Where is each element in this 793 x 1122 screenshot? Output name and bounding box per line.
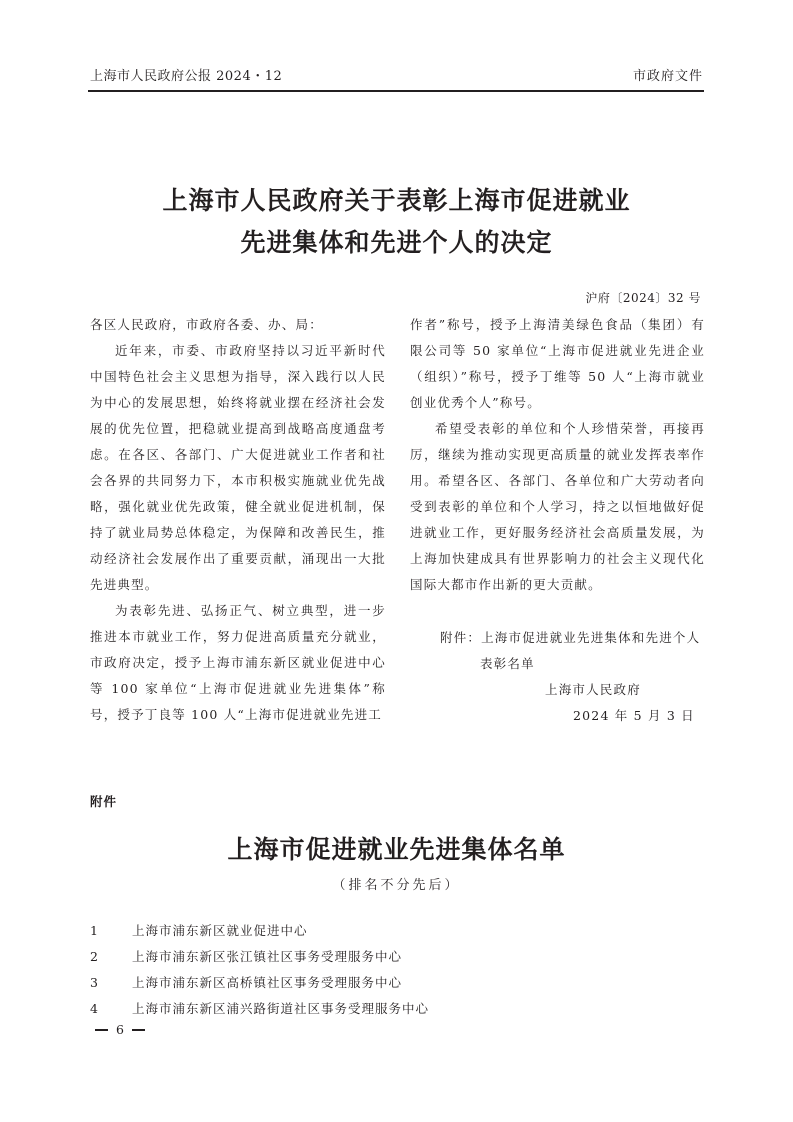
body-left-column [90,312,386,728]
list-item [90,996,710,1022]
list-item [90,918,710,944]
journal-header: 上海市人民政府公报 2024・12 [90,69,283,84]
list-item [90,970,710,996]
annex-title: 上海市促进就业先进集体名单 [227,835,566,864]
document-number: 沪府〔2024〕32 号 [585,291,701,305]
annex-subtitle: （排名不分先后） [332,878,461,893]
dash-left [95,1029,108,1031]
paragraph-2: 为表彰先进、弘扬正气、树立典型，进一步推进本市就业工作，努力促进高质量充分就业，市政府决定，授予上海市浦东新区就业促进中心等 100 家单位“上海市促进就业先进集体”称号，授予丁良等 100 人“上海市促进就业先进工 [90,603,386,722]
list-item-number: 2 [90,949,99,964]
collective-list [90,918,710,1022]
list-item [90,944,710,970]
salutation: 各区人民政府，市政府各委、办、局： [90,317,323,332]
title-line-1: 上海市人民政府关于表彰上海市促进就业 [162,186,631,215]
signature-date: 2024 年 5 月 3 日 [573,708,695,723]
signature-org: 上海市人民政府 [545,682,641,697]
title-line-2: 先进集体和先进个人的决定 [240,228,553,257]
attachment-and-signature [410,625,710,729]
body-right-column [410,312,705,598]
paragraph-3: 希望受表彰的单位和个人珍惜荣誉，再接再厉，继续为推动实现更高质量的就业发挥表率作用。希望各区、各部门、各单位和广大劳动者向受到表彰的单位和个人学习，持之以恒地做好促进就业工作，更好服务经济社会高质量发展，为上海加快建成具有世界影响力的社会主义现代化国际大都市作出新的更大贡献。 [410,421,705,592]
list-item-number: 4 [90,1001,99,1016]
list-item-name: 上海市浦东新区高桥镇社区事务受理服务中心 [132,975,403,990]
dash-right [132,1029,145,1031]
list-item-number: 3 [90,975,99,990]
attachment-note: 附件：上海市促进就业先进集体和先进个人 [440,630,701,645]
document-title [0,180,793,264]
list-item-number: 1 [90,923,99,938]
page-number-text: 6 [116,1022,124,1037]
paragraph-1: 近年来，市委、市政府坚持以习近平新时代中国特色社会主义思想为指导，深入践行以人民为中心的发展思想，始终将就业摆在经济社会发展的优先位置，把稳就业提高到战略高度通盘考虑。在各区、各部门、广大促进就业工作者和社会各界的共同努力下，本市积极实施就业优先战略，强化就业优先政策，健全就业促进机制，保持了就业局势总体稳定，为保障和改善民生，推动经济社会发展作出了重要贡献，涌现出一大批先进典型。 [90,343,386,592]
section-header: 市政府文件 [632,69,703,84]
annex-label: 附件 [90,794,118,809]
header-divider [88,90,704,92]
list-item-name: 上海市浦东新区就业促进中心 [132,923,308,938]
list-item-name: 上海市浦东新区浦兴路街道社区事务受理服务中心 [132,1001,430,1016]
list-item-name: 上海市浦东新区张江镇社区事务受理服务中心 [132,949,403,964]
page-number [95,1022,145,1037]
paragraph-2-continued: 作者”称号，授予上海清美绿色食品（集团）有限公司等 50 家单位“上海市促进就业先进企业（组织）”称号，授予丁维等 50 人“上海市就业创业优秀个人”称号。 [410,317,705,410]
attachment-note-cont: 表彰名单 [480,656,535,671]
